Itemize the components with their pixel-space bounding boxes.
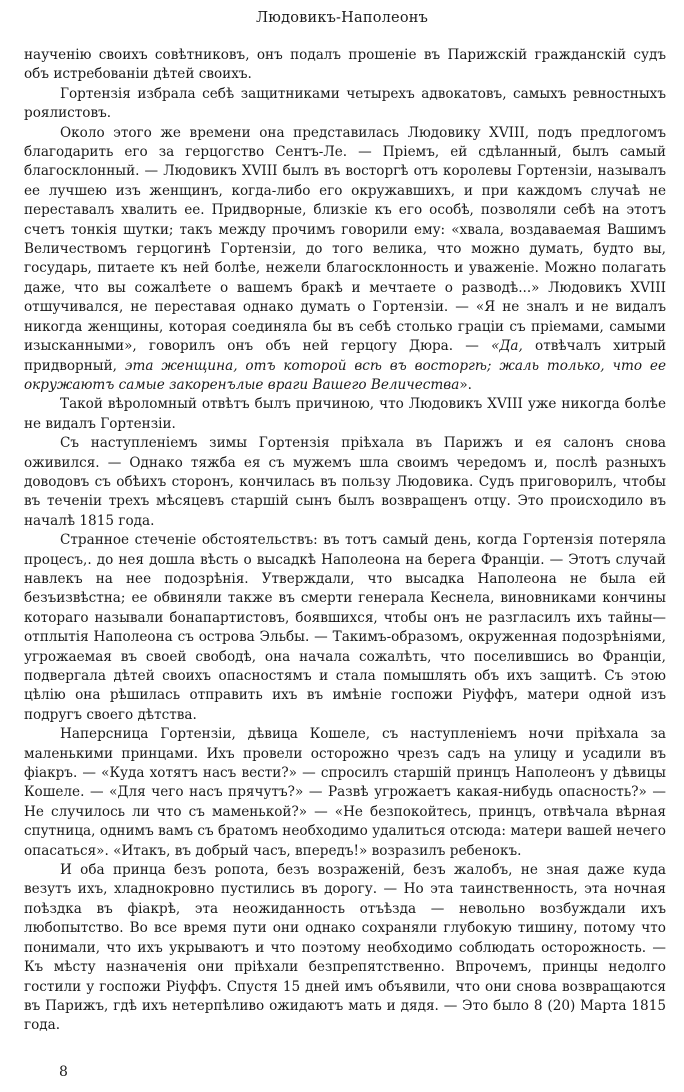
- paragraph-3: [24, 124, 666, 396]
- page-number: 8: [59, 1064, 68, 1080]
- paragraph-text: Съ наступленіемъ зимы Гортензія пріѣхала въ Парижъ и ея салонъ снова оживился. — Однако тяжба ея съ мужемъ шла своимъ чередомъ и, послѣ разныхъ доводовъ съ обѣихъ сторонъ, кончилась въ пользу Людовика. Судъ приговорилъ, чтобы въ теченіи трехъ мѣсяцевъ старшій сынъ былъ возвращенъ отцу. Это происходило въ началѣ 1815 года.: [24, 435, 666, 529]
- paragraph-text: Странное стеченіе обстоятельствъ: въ тотъ самый день, когда Гортензія потеряла процесъ,. до нея дошла вѣсть о высадкѣ Наполеона на берега Франціи. — Этотъ случай навлекъ на нее подозрѣнія. Утверждали, что высадка Наполеона не была ей безъизвѣстна; ее обвиняли также въ смерти генерала Кеснела, виновниками кончины котораго называли бонапартистовъ, боявшихся, чтобы онъ не разгласилъ ихъ тайны— отплытія Наполеона съ острова Эльбы. — Такимъ-образомъ, окруженная подозрѣніями, угрожаемая въ своей свободѣ, она начала сожалѣть, что поселившись во Франціи, подвергала дѣтей своихъ опасностямъ и стала помышлять объ ихъ защитѣ. Съ этою цѣлію она рѣшилась отправить ихъ въ имѣніе госпожи Ріуффъ, матери одной изъ подругъ своего дѣтства.: [24, 532, 666, 723]
- paragraph-text: Гортензія избрала себѣ защитниками четырехъ адвокатовъ, самыхъ ревностныхъ роялистовъ.: [24, 85, 666, 122]
- italic-text: «Да,: [491, 338, 523, 355]
- running-head: Людовикъ-Наполеонъ: [255, 10, 429, 26]
- paragraph-4: [24, 395, 666, 434]
- paragraph-2: [24, 85, 666, 124]
- paragraph-7: [24, 725, 666, 861]
- paragraph-6: [24, 531, 666, 725]
- paragraph-5: [24, 434, 666, 531]
- paragraph-text: Около этого же времени она представилась Людовику XVIII, подъ предлогомъ благодарить его за герцогство Сентъ-Ле. — Пріемъ, ей сдѣланный, былъ самый благосклонный. — Людовикъ XVIII былъ въ восторгѣ отъ королевы Гортензіи, называлъ ее лучшею изъ женщинъ, когда-либо его окружавшихъ, и при каждомъ случаѣ не переставалъ хвалить ее. Придворные, близкіе къ его особѣ, позволяли себѣ на этотъ счетъ тонкія шутки; такъ между прочимъ говорили ему: «хвала, воздаваемая Вашимъ Величествомъ герцогинѣ Гортензіи, до того велика, что можно думать, будто вы, государь, питаете къ ней болѣе, нежели благосклонность и уваженіе. Можно полагать даже, что вы сожалѣете о вашемъ бракѣ и мечтаете о разводѣ...» Людовикъ XVIII отшучивался, не переставая однако думать о Гортензіи. — «Я не зналъ и не видалъ никогда женщины, которая соединяла бы въ себѣ столько граціи съ пріемами, самыми изысканными», говорилъ онъ объ ней герцогу Дюра. —: [24, 124, 666, 355]
- paragraph-text: И оба принца безъ ропота, безъ возраженій, безъ жалобъ, не зная даже куда везутъ ихъ, хладнокровно пустились въ дорогу. — Но эта таинственность, эта ночная поѣздка въ фіакрѣ, эта неожиданность отъѣзда — невольно возбуждали ихъ любопытство. Во все время пути они однако сохраняли глубокую тишину, потому что понимали, что ихъ укрываютъ и что поэтому необходимо соблюдать осторожность. — Къ мѣсту назначенія они пріѣхали безпрепятственно. Впрочемъ, принцы недолго гостили у госпожи Ріуффъ. Спустя 15 дней имъ объявили, что они снова возвращаются въ Парижъ, гдѣ ихъ нетерпѣливо ожидаютъ мать и дядя. — Это было 8 (20) Марта 1815 года.: [24, 862, 666, 1034]
- italic-text: эта женщина, отъ которой всѣ въ восторгѣ; жаль только, что ее окружаютъ самые закоренълые враги Вашего Величества: [24, 357, 666, 393]
- paragraph-text: Такой вѣроломный отвѣтъ былъ причиною, что Людовикъ XVIII уже никогда болѣе не видалъ Гортензіи.: [24, 396, 666, 432]
- paragraph-8: [24, 861, 666, 1036]
- paragraph-text: ».: [459, 376, 472, 393]
- body-text: [24, 46, 666, 1036]
- paragraph-text: наученію своихъ совѣтниковъ, онъ подалъ прошеніе въ Парижскій гражданскій судъ объ истребованіи дѣтей своихъ.: [24, 47, 666, 83]
- paragraph-1: [24, 46, 666, 85]
- paragraph-text: Наперсница Гортензіи, дѣвица Кошеле, съ наступленіемъ ночи пріѣхала за маленькими принцами. Ихъ провели осторожно чрезъ садъ на улицу и усадили въ фіакръ. — «Куда хотятъ насъ вести?» — спросилъ старшій принцъ Наполеонъ у дѣвицы Кошеле. — «Для чего насъ прячутъ?» — Развѣ угрожаетъ какая-нибудь опасность?» — Не случилось ли что съ маменькой?» — «Не безпокойтесь, принцъ, отвѣчала вѣрная спутница, однимъ вамъ съ братомъ необходимо удалиться отсюда: матери вашей нечего опасаться». «Итакъ, въ добрый часъ, впередъ!» возразилъ ребенокъ.: [24, 726, 666, 859]
- paragraph-text: отвѣчалъ хитрый придворный,: [24, 338, 667, 374]
